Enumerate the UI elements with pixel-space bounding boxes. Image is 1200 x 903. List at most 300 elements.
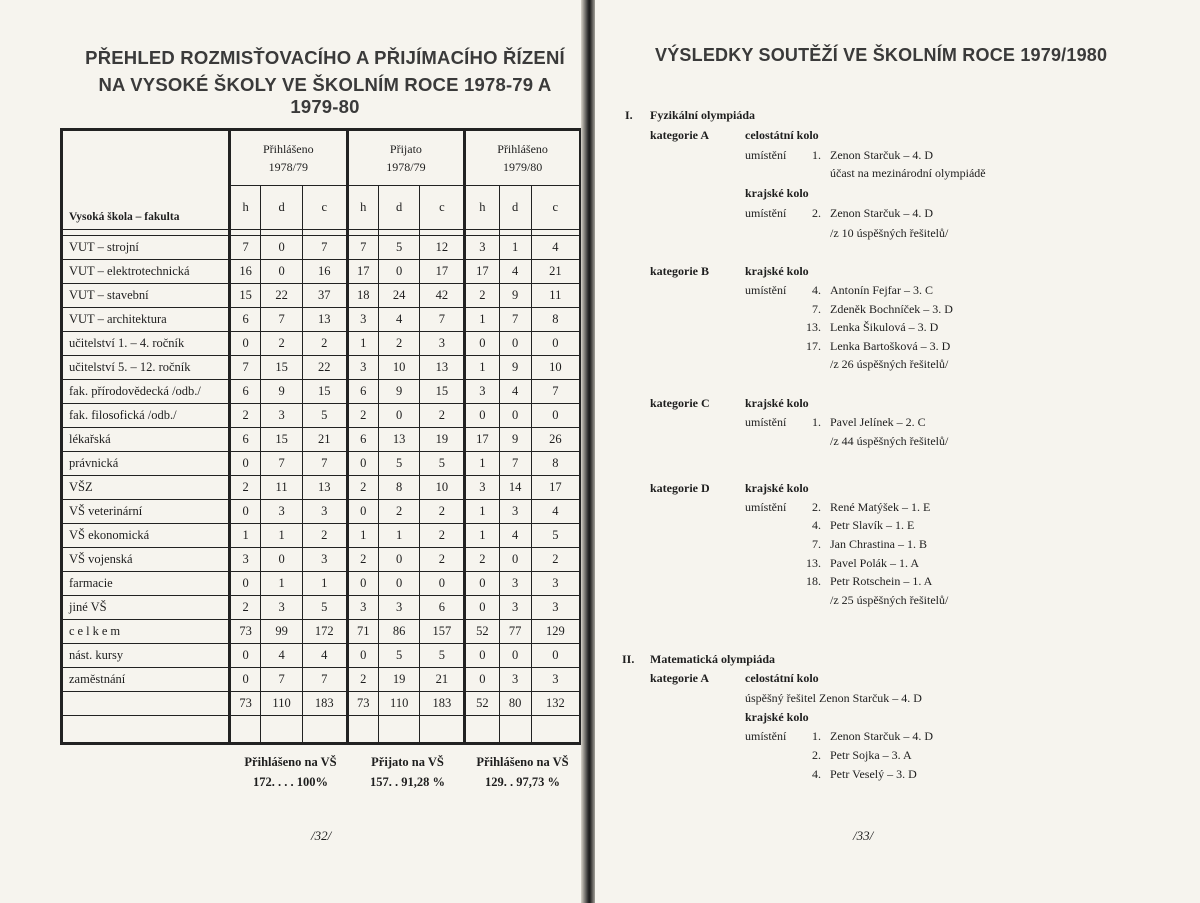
table-cell: 1 <box>302 572 347 596</box>
table-cell: 0 <box>230 332 261 356</box>
table-cell: 19 <box>378 668 420 692</box>
table-cell: 1 <box>465 500 499 524</box>
placement-number: 13. <box>806 556 821 570</box>
table-cell: 15 <box>261 356 303 380</box>
table-cell: 1 <box>347 332 378 356</box>
table-cell: 17 <box>465 260 499 284</box>
solvers-note: /z 44 úspěšných řešitelů/ <box>830 434 949 448</box>
summary-value: 129. . 97,73 % <box>485 775 560 789</box>
table-cell: 11 <box>261 476 303 500</box>
table-cell: 5 <box>302 596 347 620</box>
table-cell: 2 <box>347 404 378 428</box>
table-cell: 0 <box>465 596 499 620</box>
table-cell: 3 <box>499 572 531 596</box>
summary-label: Přihlášeno na VŠ <box>244 755 337 769</box>
empty-cell <box>230 716 261 744</box>
table-cell: 2 <box>420 404 465 428</box>
table-cell: 0 <box>465 572 499 596</box>
table-cell: 15 <box>230 284 261 308</box>
table-cell: 3 <box>378 596 420 620</box>
table-cell: 4 <box>499 524 531 548</box>
table-cell: 0 <box>261 548 303 572</box>
placement-number: 7. <box>812 302 821 316</box>
summary-label: Přijato na VŠ <box>371 755 444 769</box>
table-cell: 0 <box>465 404 499 428</box>
table-cell: 22 <box>261 284 303 308</box>
table-cell: 2 <box>230 596 261 620</box>
table-cell: 5 <box>378 452 420 476</box>
solvers-note: /z 26 úspěšných řešitelů/ <box>830 357 949 371</box>
table-cell: 6 <box>347 380 378 404</box>
table-cell: 80 <box>499 692 531 716</box>
table-row <box>62 668 581 692</box>
sub-header: d <box>261 186 303 230</box>
faculty-name: VŠ ekonomická <box>62 524 230 548</box>
faculty-name: učitelství 5. – 12. ročník <box>62 356 230 380</box>
table-cell: 0 <box>499 404 531 428</box>
faculty-name: VUT – stavební <box>62 284 230 308</box>
sub-header: c <box>420 186 465 230</box>
table-cell: 3 <box>420 332 465 356</box>
table-cell: 13 <box>378 428 420 452</box>
table-cell: 3 <box>499 500 531 524</box>
table-cell: 7 <box>302 668 347 692</box>
round-regional: krajské kolo <box>745 264 809 278</box>
table-cell: 3 <box>465 476 499 500</box>
table-row <box>62 548 581 572</box>
table-cell: 1 <box>465 452 499 476</box>
table-cell: 9 <box>499 428 531 452</box>
round-regional: krajské kolo <box>745 710 809 724</box>
table-cell: 86 <box>378 620 420 644</box>
faculty-name: VUT – strojní <box>62 236 230 260</box>
table-cell: 110 <box>261 692 303 716</box>
table-cell: 3 <box>302 500 347 524</box>
group-header-line2: 1978/79 <box>386 160 426 174</box>
round-national: celostátní kolo <box>745 128 819 142</box>
summary-accepted <box>355 752 460 792</box>
placement-name: Zenon Starčuk – 4. D <box>830 148 933 162</box>
table-cell: 0 <box>230 452 261 476</box>
table-cell: 5 <box>420 644 465 668</box>
table-cell: 11 <box>531 284 580 308</box>
table-cell: 10 <box>420 476 465 500</box>
table-row <box>62 428 581 452</box>
table-row <box>62 620 581 644</box>
table-cell: 17 <box>531 476 580 500</box>
table-cell: 183 <box>302 692 347 716</box>
table-cell: 16 <box>230 260 261 284</box>
table-cell: 24 <box>378 284 420 308</box>
table-cell: 3 <box>531 668 580 692</box>
table-cell: 16 <box>302 260 347 284</box>
sub-header: d <box>499 186 531 230</box>
table-cell: 10 <box>531 356 580 380</box>
table-row <box>62 404 581 428</box>
table-cell: 17 <box>347 260 378 284</box>
placement-label: umístění <box>745 500 787 514</box>
faculty-name: VŠ vojenská <box>62 548 230 572</box>
faculty-name: právnická <box>62 452 230 476</box>
table-cell: 7 <box>302 236 347 260</box>
sub-header: h <box>347 186 378 230</box>
right-title: VÝSLEDKY SOUTĚŽÍ VE ŠKOLNÍM ROCE 1979/1980 <box>655 45 1108 65</box>
table-cell: 9 <box>499 284 531 308</box>
table-cell: 129 <box>531 620 580 644</box>
group-header-line1: Přihlášeno <box>497 142 548 156</box>
table-row <box>62 500 581 524</box>
placement-number: 1. <box>812 415 821 429</box>
placement-name: Zenon Starčuk – 4. D <box>830 206 933 220</box>
empty-cell <box>261 716 303 744</box>
faculty-name: lékařská <box>62 428 230 452</box>
table-cell: 0 <box>465 332 499 356</box>
group-header-registered-1978 <box>230 130 348 186</box>
placement-number: 1. <box>812 148 821 162</box>
table-cell: 0 <box>347 572 378 596</box>
table-cell: 9 <box>378 380 420 404</box>
table-cell: 37 <box>302 284 347 308</box>
table-cell: 2 <box>302 524 347 548</box>
sub-header: h <box>465 186 499 230</box>
table-cell: 15 <box>420 380 465 404</box>
table-cell: 7 <box>420 308 465 332</box>
faculty-name: fak. filosofická /odb./ <box>62 404 230 428</box>
placement-name: Pavel Polák – 1. A <box>830 556 919 570</box>
table-cell: 42 <box>420 284 465 308</box>
table-cell: 3 <box>347 596 378 620</box>
empty-cell <box>62 716 230 744</box>
table-row <box>62 332 581 356</box>
table-cell: 0 <box>531 332 580 356</box>
left-title-line2: NA VYSOKÉ ŠKOLY VE ŠKOLNÍM ROCE 1978-79 A 1979-80 <box>98 74 552 117</box>
sub-header: c <box>302 186 347 230</box>
table-cell: 132 <box>531 692 580 716</box>
left-title-line1: PŘEHLED ROZMISŤOVACÍHO A PŘIJÍMACÍHO ŘÍZENÍ <box>85 47 565 68</box>
placement-name: Jan Chrastina – 1. B <box>830 537 927 551</box>
table-cell: 21 <box>302 428 347 452</box>
table-cell: 15 <box>261 428 303 452</box>
table-cell: 5 <box>302 404 347 428</box>
section-title-physics: Fyzikální olympiáda <box>650 108 756 122</box>
placement-number: 4. <box>812 767 821 781</box>
faculty-name: celkem <box>62 620 230 644</box>
table-cell: 10 <box>378 356 420 380</box>
faculty-name: VŠZ <box>62 476 230 500</box>
summary-label: Přihlášeno na VŠ <box>476 755 569 769</box>
table-cell: 1 <box>347 524 378 548</box>
placement-name: Petr Slavík – 1. E <box>830 518 915 532</box>
table-cell: 3 <box>347 356 378 380</box>
table-cell: 0 <box>261 260 303 284</box>
placement-number: 18. <box>806 574 821 588</box>
table-cell: 17 <box>465 428 499 452</box>
table-cell: 1 <box>261 524 303 548</box>
empty-cell <box>378 716 420 744</box>
table-cell: 0 <box>499 548 531 572</box>
table-cell: 3 <box>531 596 580 620</box>
round-regional: krajské kolo <box>745 186 809 200</box>
group-header-line2: 1978/79 <box>268 160 308 174</box>
table-cell: 7 <box>531 380 580 404</box>
sub-header: c <box>531 186 580 230</box>
admission-table <box>60 128 582 745</box>
table-cell: 2 <box>420 548 465 572</box>
table-cell: 15 <box>302 380 347 404</box>
placement-label: umístění <box>745 206 787 220</box>
table-cell: 3 <box>347 308 378 332</box>
category-b-label: kategorie B <box>650 264 709 278</box>
table-cell: 2 <box>347 668 378 692</box>
page-number-right: /33/ <box>853 828 874 843</box>
table-cell: 4 <box>531 500 580 524</box>
faculty-name: VUT – architektura <box>62 308 230 332</box>
placement-name: Petr Veselý – 3. D <box>830 767 917 781</box>
table-cell: 0 <box>347 644 378 668</box>
table-cell: 0 <box>420 572 465 596</box>
placement-number: 4. <box>812 283 821 297</box>
table-cell: 2 <box>230 404 261 428</box>
table-row <box>62 308 581 332</box>
table-row <box>62 452 581 476</box>
solvers-note: /z 25 úspěšných řešitelů/ <box>830 593 949 607</box>
table-cell: 8 <box>531 308 580 332</box>
faculty-header: Vysoká škola – fakulta <box>62 130 230 230</box>
table-cell: 3 <box>499 668 531 692</box>
faculty-name: farmacie <box>62 572 230 596</box>
table-cell: 7 <box>261 308 303 332</box>
table-cell: 71 <box>347 620 378 644</box>
table-cell: 0 <box>378 260 420 284</box>
right-page <box>595 0 1200 903</box>
table-cell: 13 <box>302 308 347 332</box>
table-cell: 0 <box>465 668 499 692</box>
summary-registered-next <box>465 752 580 792</box>
left-page <box>0 0 587 903</box>
table-cell: 26 <box>531 428 580 452</box>
table-cell: 7 <box>347 236 378 260</box>
table-cell: 1 <box>465 356 499 380</box>
table-cell: 6 <box>420 596 465 620</box>
successful-solver: úspěšný řešitel Zenon Starčuk – 4. D <box>745 691 922 705</box>
table-cell: 0 <box>499 644 531 668</box>
table-cell: 17 <box>420 260 465 284</box>
table-body <box>62 230 581 744</box>
round-regional: krajské kolo <box>745 481 809 495</box>
table-cell: 4 <box>499 260 531 284</box>
faculty-name: VUT – elektrotechnická <box>62 260 230 284</box>
table-cell: 0 <box>230 668 261 692</box>
table-cell: 3 <box>531 572 580 596</box>
table-cell: 1 <box>261 572 303 596</box>
table-cell: 9 <box>261 380 303 404</box>
table-cell: 0 <box>261 236 303 260</box>
category-a-label: kategorie A <box>650 671 709 685</box>
placement-name: Zenon Starčuk – 4. D <box>830 729 933 743</box>
table-row <box>62 572 581 596</box>
placement-number: 2. <box>812 748 821 762</box>
table-cell: 0 <box>378 404 420 428</box>
table-cell: 73 <box>347 692 378 716</box>
placement-number: 7. <box>812 537 821 551</box>
table-row <box>62 692 581 716</box>
placement-name: Pavel Jelínek – 2. C <box>830 415 926 429</box>
table-row <box>62 524 581 548</box>
faculty-name: fak. přírodovědecká /odb./ <box>62 380 230 404</box>
table-cell: 157 <box>420 620 465 644</box>
placement-number: 4. <box>812 518 821 532</box>
table-cell: 6 <box>230 428 261 452</box>
table-cell: 8 <box>378 476 420 500</box>
table-cell: 3 <box>302 548 347 572</box>
sub-header: h <box>230 186 261 230</box>
table-cell: 5 <box>378 236 420 260</box>
table-cell: 0 <box>531 644 580 668</box>
table-row <box>62 284 581 308</box>
group-header-registered-1979 <box>465 130 581 186</box>
category-d-label: kategorie D <box>650 481 710 495</box>
placement-label: umístění <box>745 148 787 162</box>
table-cell: 3 <box>230 548 261 572</box>
summary-value: 157. . 91,28 % <box>370 775 445 789</box>
table-cell: 2 <box>465 548 499 572</box>
group-header-line2: 1979/80 <box>502 160 543 174</box>
table-cell: 4 <box>499 380 531 404</box>
table-cell: 21 <box>420 668 465 692</box>
section-title-math: Matematická olympiáda <box>650 652 775 666</box>
table-row <box>62 596 581 620</box>
faculty-name: jiné VŠ <box>62 596 230 620</box>
table-cell: 18 <box>347 284 378 308</box>
placement-name: Lenka Bartošková – 3. D <box>830 339 951 353</box>
table-cell: 0 <box>531 404 580 428</box>
table-cell: 6 <box>347 428 378 452</box>
table-cell: 2 <box>347 548 378 572</box>
empty-cell <box>531 716 580 744</box>
table-cell: 183 <box>420 692 465 716</box>
table-cell: 2 <box>378 500 420 524</box>
faculty-name: nást. kursy <box>62 644 230 668</box>
table-cell: 2 <box>531 548 580 572</box>
table-row <box>62 644 581 668</box>
table-cell: 3 <box>261 500 303 524</box>
placement-label: umístění <box>745 729 787 743</box>
category-c-label: kategorie C <box>650 396 710 410</box>
table-cell: 2 <box>261 332 303 356</box>
empty-cell <box>420 716 465 744</box>
table-cell: 1 <box>378 524 420 548</box>
table-cell: 7 <box>230 236 261 260</box>
table-cell: 52 <box>465 620 499 644</box>
table-cell: 1 <box>499 236 531 260</box>
placement-name: René Matýšek – 1. E <box>830 500 931 514</box>
group-header-line1: Přihlášeno <box>262 142 314 156</box>
table-row <box>62 380 581 404</box>
table-cell: 7 <box>499 452 531 476</box>
table-cell: 8 <box>531 452 580 476</box>
table-cell: 4 <box>261 644 303 668</box>
table-cell: 0 <box>378 572 420 596</box>
summary-value: 172. . . . 100% <box>253 775 328 789</box>
table-cell: 73 <box>230 692 261 716</box>
table-cell: 2 <box>378 332 420 356</box>
table-cell: 0 <box>499 332 531 356</box>
table-row <box>62 236 581 260</box>
section-roman-2: II. <box>622 652 635 666</box>
placement-note: účast na mezinárodní olympiádě <box>830 166 986 180</box>
faculty-name <box>62 692 230 716</box>
placement-name: Petr Sojka – 3. A <box>830 748 912 762</box>
table-cell: 6 <box>230 380 261 404</box>
table-cell: 4 <box>531 236 580 260</box>
table-cell: 5 <box>378 644 420 668</box>
placement-name: Zdeněk Bochníček – 3. D <box>830 302 953 316</box>
table-cell: 3 <box>499 596 531 620</box>
group-header-line1: Přijato <box>389 142 422 156</box>
table-cell: 3 <box>465 380 499 404</box>
table-cell: 5 <box>531 524 580 548</box>
table-cell: 1 <box>230 524 261 548</box>
table-cell: 0 <box>347 452 378 476</box>
faculty-name: zaměstnání <box>62 668 230 692</box>
table-cell: 2 <box>302 332 347 356</box>
table-cell: 12 <box>420 236 465 260</box>
table-cell: 9 <box>499 356 531 380</box>
category-a-label: kategorie A <box>650 128 709 142</box>
table-cell: 4 <box>378 308 420 332</box>
table-cell: 0 <box>230 500 261 524</box>
solvers-note: /z 10 úspěšných řešitelů/ <box>830 226 949 240</box>
table-cell: 0 <box>230 644 261 668</box>
table-cell: 0 <box>378 548 420 572</box>
table-cell: 13 <box>302 476 347 500</box>
table-cell: 0 <box>465 644 499 668</box>
table-cell: 73 <box>230 620 261 644</box>
table-cell: 6 <box>230 308 261 332</box>
table-row <box>62 260 581 284</box>
table-cell: 110 <box>378 692 420 716</box>
placement-number: 2. <box>812 206 821 220</box>
table-cell: 3 <box>465 236 499 260</box>
table-row <box>62 476 581 500</box>
table-cell: 7 <box>261 668 303 692</box>
table-cell: 21 <box>531 260 580 284</box>
table-cell: 2 <box>230 476 261 500</box>
table-group-header-row <box>62 130 581 186</box>
table-cell: 77 <box>499 620 531 644</box>
table-cell: 2 <box>420 524 465 548</box>
table-cell: 52 <box>465 692 499 716</box>
table-cell: 5 <box>420 452 465 476</box>
table-cell: 13 <box>420 356 465 380</box>
table-cell: 7 <box>302 452 347 476</box>
empty-cell <box>302 716 347 744</box>
table-cell: 3 <box>261 596 303 620</box>
placement-number: 1. <box>812 729 821 743</box>
placement-number: 2. <box>812 500 821 514</box>
faculty-name: učitelství 1. – 4. ročník <box>62 332 230 356</box>
placement-label: umístění <box>745 283 787 297</box>
table-cell: 22 <box>302 356 347 380</box>
table-row <box>62 356 581 380</box>
table-cell: 1 <box>465 308 499 332</box>
table-cell: 7 <box>261 452 303 476</box>
table-cell: 2 <box>420 500 465 524</box>
empty-cell <box>499 716 531 744</box>
section-roman-1: I. <box>625 108 633 122</box>
table-empty-row <box>62 716 581 744</box>
round-regional: krajské kolo <box>745 396 809 410</box>
